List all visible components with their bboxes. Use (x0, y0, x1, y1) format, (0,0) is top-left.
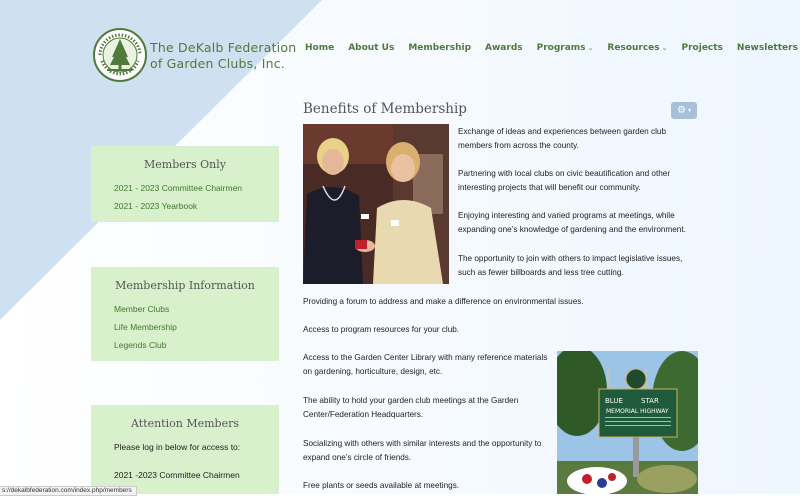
site-name[interactable] (150, 40, 296, 72)
benefit-paragraph-1: Exchange of ideas and experiences between garden club members from across the county. (458, 127, 667, 151)
garden-club-seal-icon[interactable] (92, 27, 148, 83)
nav-about-us[interactable]: About Us (348, 43, 395, 53)
life-membership-link[interactable]: Life Membership (114, 322, 177, 332)
benefit-paragraph-10: Free plants or seeds available at meetings. (303, 481, 460, 490)
gear-icon: ⚙ (677, 105, 686, 116)
benefit-paragraph-7: Access to the Garden Center Library with many reference materials on gardening, horticulture, design, etc. (303, 353, 548, 377)
yearbook-link[interactable]: 2021 - 2023 Yearbook (114, 201, 198, 211)
nav-awards[interactable]: Awards (485, 43, 523, 53)
nav-membership[interactable]: Membership (408, 43, 472, 53)
page-title: Benefits of Membership (303, 101, 467, 117)
main-nav (305, 43, 800, 53)
nav-projects[interactable]: Projects (681, 43, 723, 53)
members-only-box (91, 146, 279, 222)
attention-item: 2021 -2023 Committee Chairmen (114, 470, 240, 480)
benefit-paragraph-8: The ability to hold your garden club meetings at the Garden Center/Federation Headquarters. (303, 396, 519, 420)
site-name-line1: The DeKalb Federation (150, 40, 297, 55)
benefit-paragraph-5: Providing a forum to address and make a difference on environmental issues. (303, 297, 584, 306)
attention-members-title: Attention Members (131, 417, 239, 430)
chevron-down-icon: ⌄ (661, 44, 668, 52)
membership-info-title: Membership Information (115, 279, 255, 292)
sign-line-2: STAR (641, 397, 659, 405)
nav-home[interactable]: Home (305, 43, 335, 53)
nav-resources[interactable]: Resources ⌄ (607, 43, 668, 53)
caret-icon: ▾ (687, 108, 691, 114)
benefit-paragraph-3: Enjoying interesting and varied programs at meetings, while expanding one’s knowledge of gardening and the environment. (458, 211, 686, 235)
committee-chairmen-link[interactable]: 2021 - 2023 Committee Chairmen (114, 183, 243, 193)
browser-status-bar: s://dekalbfederation.com/index.php/members (0, 486, 137, 496)
site-name-line2: of Garden Clubs, Inc. (150, 56, 285, 71)
benefit-paragraph-2: Partnering with local clubs on civic beautification and other interesting projects that will benefit our community. (458, 169, 671, 193)
benefit-paragraph-4: The opportunity to join with others to impact legislative issues, such as fewer billboards and less tree cutting. (458, 254, 683, 278)
attention-text: Please log in below for access to: (114, 442, 241, 452)
article-options-button[interactable] (671, 102, 697, 119)
members-photo (303, 124, 449, 284)
sign-line-1: BLUE (605, 397, 623, 405)
attention-members-box (91, 405, 279, 494)
nav-programs[interactable]: Programs ⌄ (536, 43, 594, 53)
nav-newsletters[interactable]: Newsletters (736, 43, 798, 53)
membership-info-box (91, 267, 279, 361)
members-only-title: Members Only (144, 158, 226, 171)
site-header (0, 0, 800, 100)
memorial-highway-photo (557, 351, 698, 494)
member-clubs-link[interactable]: Member Clubs (114, 304, 170, 314)
chevron-down-icon: ⌄ (587, 44, 594, 52)
benefit-paragraph-6: Access to program resources for your club. (303, 325, 460, 334)
sign-line-3: MEMORIAL HIGHWAY (606, 408, 669, 415)
legends-club-link[interactable]: Legends Club (114, 340, 167, 350)
benefit-paragraph-9: Socializing with others with similar interests and the opportunity to expand one’s circle of friends. (303, 439, 542, 463)
